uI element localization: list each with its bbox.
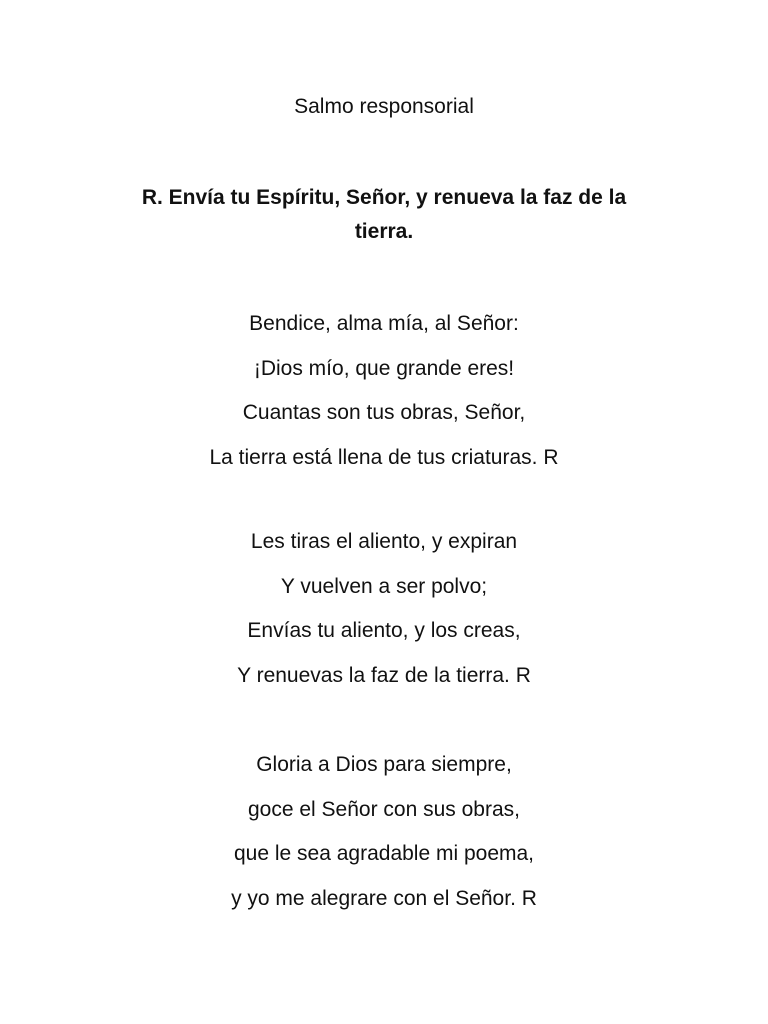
stanza-2-line-3: Envías tu aliento, y los creas, — [247, 619, 521, 642]
stanza-2 — [0, 520, 768, 698]
stanza-3-line-4: y yo me alegrare con el Señor. R — [231, 886, 537, 910]
stanza-1-line-4: La tierra está llena de tus criaturas. R — [209, 445, 559, 469]
stanza-2-line-4: Y renuevas la faz de la tierra. R — [237, 663, 531, 687]
stanza-2-line-2: Y vuelven a ser polvo; — [280, 574, 488, 598]
psalm-response: R. Envía tu Espíritu, Señor, y renueva la faz de la tierra. — [141, 186, 627, 243]
stanza-1-line-2: ¡Dios mío, que grande eres! — [253, 356, 515, 380]
stanza-3 — [0, 743, 768, 921]
stanza-3-line-1: Gloria a Dios para siempre, — [256, 753, 512, 776]
stanza-1-line-3: Cuantas son tus obras, Señor, — [242, 401, 526, 424]
stanza-1 — [0, 302, 768, 480]
stanza-3-line-2: goce el Señor con sus obras, — [248, 797, 520, 821]
stanza-2-line-1: Les tiras el aliento, y expiran — [250, 530, 518, 553]
psalm-title: Salmo responsorial — [294, 95, 474, 118]
stanza-3-line-3: que le sea agradable mi poema, — [233, 842, 535, 865]
stanza-1-line-1: Bendice, alma mía, al Señor: — [249, 312, 519, 335]
